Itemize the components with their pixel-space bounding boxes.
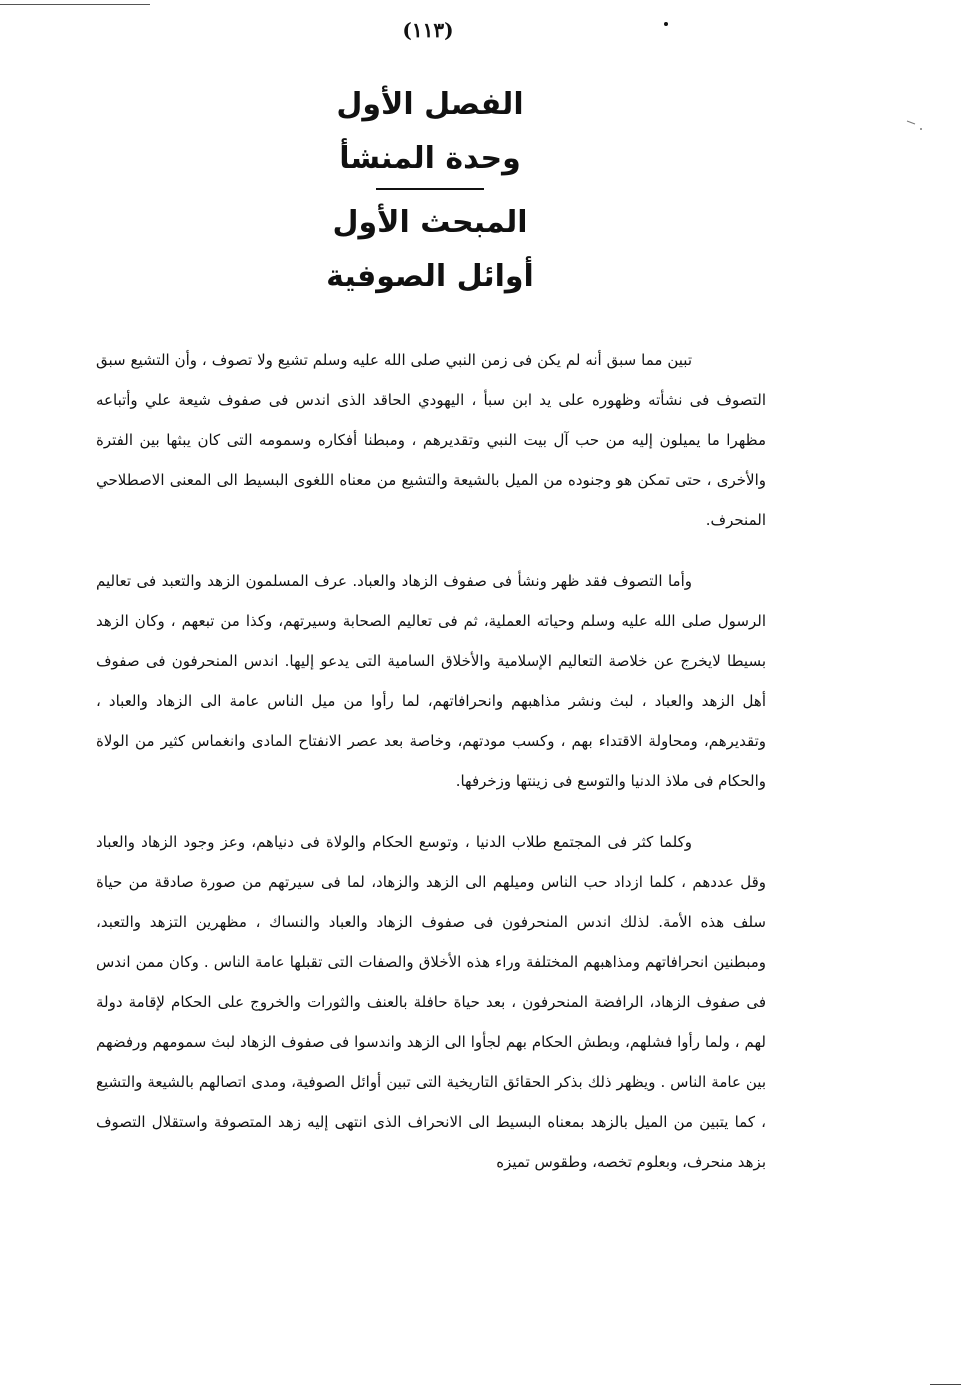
- chapter-heading: الفصل الأول: [336, 87, 524, 122]
- heading-block: [300, 78, 560, 304]
- top-edge-rule: [0, 4, 150, 5]
- scan-specks: [905, 118, 925, 132]
- section-title: أوائل الصوفية: [326, 259, 534, 294]
- section-heading: المبحث الأول: [332, 205, 528, 240]
- paragraph-2: وأما التصوف فقد ظهر ونشأ فى صفوف الزهاد والعباد. عرف المسلمون الزهد والتعبد فى تعاليم الرسول صلى الله عليه وسلم وحياته العملية، ثم فى تعاليم الصحابة وسيرتهم، وكذا من تبعهم ، وكان الزهد بسيطا لايخرج عن خلاصة التعاليم الإسلامية والأخلاق السامية التى يدعو إليها. اندس المنحرفون فى صفوف أهل الزهد والعباد ، لبث ونشر مذاهبهم وانحرافاتهم، لما رأوا من ميل الناس عامة الى الزهاد والعباد ، وتقديرهم، ومحاولة الاقتداء بهم ، وكسب مودتهم، وخاصة بعد عصر الانفتاح المادى وانغماس كثير من الولاة والحكام فى ملاذ الدنيا والتوسع فى زينتها وزخرفها.: [96, 572, 766, 790]
- paragraph-1: تبين مما سبق أنه لم يكن فى زمن النبي صلى الله عليه وسلم تشيع ولا تصوف ، وأن التشيع سبق التصوف فى نشأته وظهوره على يد ابن سبأ ، اليهودي الحاقد الذى اندس فى صفوف شيعة علي وأتباعه مظهرا ما يميلون إليه من حب آل بيت النبي وتقديرهم ، ومبطنا أفكاره وسمومه التى كان يبثها بين الفترة والأخرى ، حتى تمكن هو وجنوده من الميل بالشيعة والتشيع من معناه اللغوى البسيط الى المعنى الاصطلاحي المنحرف.: [96, 351, 766, 529]
- bottom-edge-rule: [930, 1384, 961, 1385]
- page-number: (١١٣): [402, 18, 454, 42]
- paragraph-3: وكلما كثر فى المجتمع طلاب الدنيا ، وتوسع الحكام والولاة فى دنياهم، وعز وجود الزهاد والعباد وقل عددهم ، كلما ازداد حب الناس وميلهم الى الزهد والزهاد، لما فى سيرتهم من صورة صادقة من حياة سلف هذه الأمة. لذلك اندس المنحرفون فى صفوف الزهاد والعباد والنساك ، مظهرين التزهد والتعبد، ومبطنين انحرافاتهم ومذاهبهم المختلفة وراء هذه الأخلاق والصفات التى تقبلها عامة الناس . وكان ممن اندس فى صفوف الزهاد، الرافضة المنحرفون ، بعد حياة حافلة بالعنف والثورات والخروج على الحكام لإقامة دولة لهم ، ولما رأوا فشلهم، وبطش الحكام بهم لجأوا الى الزهد واندسوا فى صفوف الزهاد لبث سمومهم ورفضهم بين عامة الناس . ويظهر ذلك بذكر الحقائق التاريخية التى تبين أوائل الصوفية، ومدى اتصالهم بالشيعة والتشيع ، كما يتبين من الميل بالزهد بمعناه البسيط الى الانحراف الذى انتهى إليه زهد المتصوفة واستقلال التصوف بزهد منحرف، وبعلوم تخصه، وطقوس تميزه: [96, 833, 766, 1171]
- heading-divider: [376, 188, 484, 190]
- chapter-title: وحدة المنشأ: [339, 141, 521, 176]
- body-text: [96, 340, 766, 1203]
